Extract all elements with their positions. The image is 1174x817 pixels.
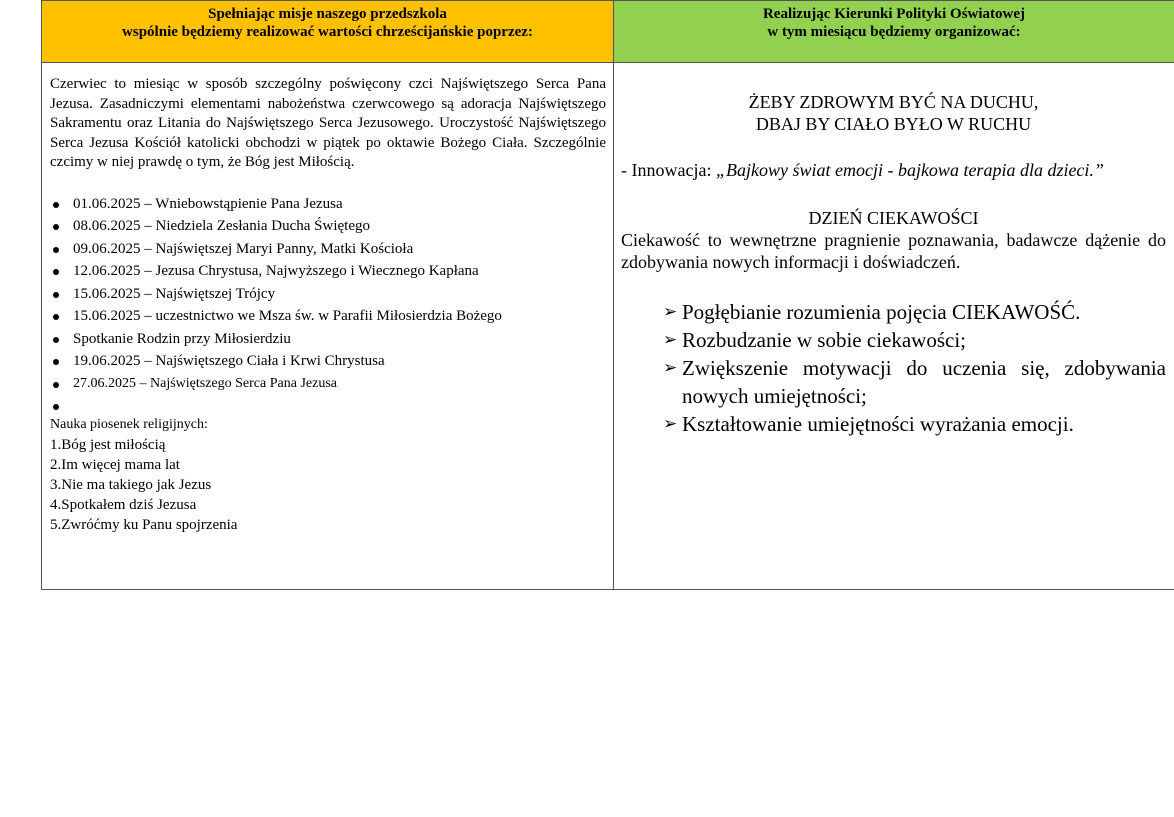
innovation-title: „Bajkowy świat emocji - bajkowa terapia dla dzieci.”: [715, 160, 1104, 180]
goal-item: [663, 354, 1166, 410]
arrow-bullet-icon: ➢: [663, 358, 678, 377]
motto-line2: DBAJ BY CIAŁO BYŁO W RUCHU: [755, 114, 1032, 134]
goals-list: [621, 298, 1166, 438]
feast-item: Spotkanie Rodzin przy Miłosierdziu: [50, 328, 606, 351]
arrow-bullet-icon: ➢: [663, 414, 678, 433]
song-item: 2.Im więcej mama lat: [50, 457, 180, 474]
song-item: 5.Zwróćmy ku Panu spojrzenia: [50, 517, 238, 534]
monthly-plan-table: [41, 0, 1174, 590]
header-christian-values: [42, 1, 614, 63]
arrow-bullet-icon: ➢: [663, 330, 678, 349]
feast-item: 15.06.2025 – Najświętszej Trójcy: [50, 283, 606, 306]
header-right-line1: Realizując Kierunki Polityki Oświatowej: [762, 6, 1026, 22]
innovation-label: - Innowacja:: [621, 160, 716, 180]
health-motto: [621, 91, 1166, 135]
song-item: 4.Spotkałem dziś Jezusa: [50, 497, 197, 514]
june-intro-paragraph: Czerwiec to miesiąc w sposób szczególny poświęcony czci Najświętszego Serca Pana Jezusa. Zasadniczymi elementami nabożeństwa czerwcowego są adoracja Najświętszego Sakramentu oraz Litania do Najświętszego Serca Jezusowego. Uroczystość Najświętszego Serca Jezusa Kościół katolicki obchodzi w piątek po oktawie Bożego Ciała. Szczególnie czcimy w niej prawdę o tym, że Bóg jest Miłością.: [50, 76, 606, 171]
goal-text: Rozbudzanie w sobie ciekawości;: [682, 328, 966, 352]
goal-item: [663, 410, 1166, 438]
education-policy-cell: [614, 63, 1174, 590]
goal-text: Zwiększenie motywacji do uczenia się, zdobywania nowych umiejętności;: [682, 356, 1166, 408]
song-item: 1.Bóg jest miłością: [50, 437, 166, 454]
arrow-bullet-icon: ➢: [663, 302, 678, 321]
christian-values-cell: [42, 63, 614, 590]
header-left-line2: wspólnie będziemy realizować wartości chrześcijańskie poprzez:: [122, 24, 533, 40]
feast-item: 27.06.2025 – Najświętszego Serca Pana Jezusa: [50, 373, 606, 396]
goal-item: [663, 326, 1166, 354]
goal-item: [663, 298, 1166, 326]
feast-item-empty: [50, 395, 606, 415]
feast-item: 01.06.2025 – Wniebowstąpienie Pana Jezusa: [50, 193, 606, 216]
feast-item: 08.06.2025 – Niedziela Zesłania Ducha Świętego: [50, 215, 606, 238]
feast-list: [50, 193, 606, 416]
header-education-policy: [614, 1, 1174, 63]
goal-text: Kształtowanie umiejętności wyrażania emocji.: [682, 412, 1074, 436]
feast-item: 19.06.2025 – Najświętszego Ciała i Krwi Chrystusa: [50, 350, 606, 373]
feast-item: 12.06.2025 – Jezusa Chrystusa, Najwyższego i Wiecznego Kapłana: [50, 260, 606, 283]
curiosity-day-title: DZIEŃ CIEKAWOŚCI: [808, 208, 979, 228]
motto-line1: ŻEBY ZDROWYM BYĆ NA DUCHU,: [748, 92, 1039, 112]
header-right-line2: w tym miesiącu będziemy organizować:: [767, 24, 1021, 40]
song-item: 3.Nie ma takiego jak Jezus: [50, 477, 212, 494]
curiosity-definition: Ciekawość to wewnętrzne pragnienie poznawania, badawcze dążenie do zdobywania nowych informacji i doświadczeń.: [621, 230, 1166, 272]
feast-item: 15.06.2025 – uczestnictwo we Msza św. w Parafii Miłosierdzia Bożego: [50, 305, 606, 328]
innovation-line: [621, 159, 1166, 181]
songs-title: Nauka piosenek religijnych:: [50, 417, 208, 433]
songs-list: [50, 435, 606, 535]
feast-item: 09.06.2025 – Najświętszej Maryi Panny, Matki Kościoła: [50, 238, 606, 261]
goal-text: Pogłębianie rozumienia pojęcia CIEKAWOŚĆ.: [682, 300, 1081, 324]
header-left-line1: Spełniając misje naszego przedszkola: [208, 6, 447, 22]
